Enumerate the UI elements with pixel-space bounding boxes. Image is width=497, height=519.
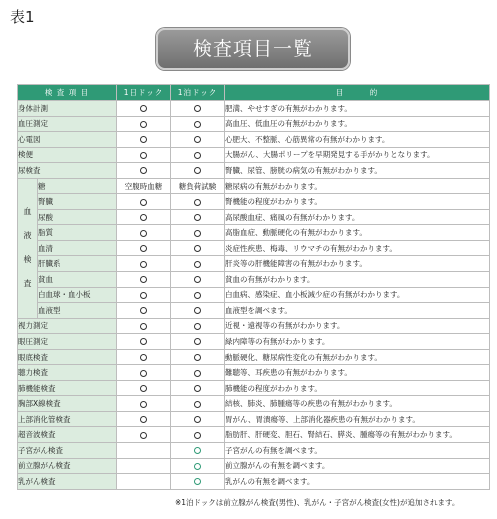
circle-mark-icon bbox=[194, 121, 201, 128]
day-dock-cell bbox=[117, 272, 171, 288]
circle-mark-icon bbox=[140, 199, 147, 206]
circle-mark-icon bbox=[140, 354, 147, 361]
overnight-dock-cell bbox=[171, 427, 225, 443]
circle-mark-icon bbox=[194, 167, 201, 174]
overnight-dock-cell bbox=[171, 240, 225, 256]
day-dock-cell bbox=[117, 334, 171, 350]
circle-mark-green-icon bbox=[194, 478, 201, 485]
overnight-dock-cell bbox=[171, 101, 225, 117]
day-dock-cell bbox=[117, 474, 171, 490]
circle-mark-icon bbox=[194, 105, 201, 112]
item-name: 眼圧測定 bbox=[18, 334, 117, 350]
circle-mark-icon bbox=[194, 370, 201, 377]
item-name: 聴力検査 bbox=[18, 365, 117, 381]
purpose-cell: 乳がんの有無を調べます。 bbox=[225, 474, 490, 490]
item-name: 心電図 bbox=[18, 132, 117, 148]
circle-mark-icon bbox=[140, 432, 147, 439]
item-name: 肝臓系 bbox=[38, 256, 117, 272]
overnight-dock-cell bbox=[171, 194, 225, 210]
item-name: 子宮がん検査 bbox=[18, 443, 117, 459]
circle-mark-icon bbox=[194, 338, 201, 345]
item-name: 身体計測 bbox=[18, 101, 117, 117]
day-dock-cell bbox=[117, 380, 171, 396]
item-name: 血圧測定 bbox=[18, 116, 117, 132]
overnight-dock-cell bbox=[171, 318, 225, 334]
circle-mark-icon bbox=[194, 230, 201, 237]
day-dock-cell bbox=[117, 318, 171, 334]
table-row bbox=[18, 474, 490, 490]
table-row bbox=[18, 396, 490, 412]
circle-mark-icon bbox=[140, 307, 147, 314]
table-row bbox=[18, 178, 490, 194]
overnight-dock-cell bbox=[171, 411, 225, 427]
table-row bbox=[18, 458, 490, 474]
day-dock-cell bbox=[117, 240, 171, 256]
overnight-dock-cell bbox=[171, 380, 225, 396]
item-name: 肺機能検査 bbox=[18, 380, 117, 396]
table-row bbox=[18, 272, 490, 288]
item-name: 上部消化管検査 bbox=[18, 411, 117, 427]
overnight-dock-cell bbox=[171, 303, 225, 319]
circle-mark-icon bbox=[194, 307, 201, 314]
item-name: 血清 bbox=[38, 240, 117, 256]
item-name: 乳がん検査 bbox=[18, 474, 117, 490]
item-name: 腎臓 bbox=[38, 194, 117, 210]
circle-mark-icon bbox=[194, 245, 201, 252]
circle-mark-green-icon bbox=[194, 447, 201, 454]
circle-mark-icon bbox=[140, 136, 147, 143]
purpose-cell: 胃がん、胃潰瘍等、上部消化器疾患の有無がわかります。 bbox=[225, 411, 490, 427]
overnight-dock-cell bbox=[171, 256, 225, 272]
circle-mark-icon bbox=[140, 121, 147, 128]
circle-mark-icon bbox=[140, 276, 147, 283]
circle-mark-icon bbox=[194, 152, 201, 159]
circle-mark-icon bbox=[140, 338, 147, 345]
table-row bbox=[18, 318, 490, 334]
page-label: 表1 bbox=[10, 8, 35, 26]
item-name: 血液型 bbox=[38, 303, 117, 319]
overnight-dock-cell bbox=[171, 132, 225, 148]
table-row bbox=[18, 194, 490, 210]
table-row bbox=[18, 380, 490, 396]
purpose-cell: 肺機能の程度がわかります。 bbox=[225, 380, 490, 396]
circle-mark-icon bbox=[194, 276, 201, 283]
day-dock-cell bbox=[117, 365, 171, 381]
purpose-cell: 白血病、感染症、血小板減少症の有無がわかります。 bbox=[225, 287, 490, 303]
purpose-cell: 糖尿病の有無がわかります。 bbox=[225, 178, 490, 194]
header-item: 検 査 項 目 bbox=[18, 85, 117, 101]
circle-mark-icon bbox=[140, 214, 147, 221]
day-dock-cell bbox=[117, 411, 171, 427]
table-row bbox=[18, 411, 490, 427]
circle-mark-icon bbox=[194, 214, 201, 221]
day-dock-cell bbox=[117, 225, 171, 241]
overnight-dock-cell bbox=[171, 365, 225, 381]
item-name: 視力測定 bbox=[18, 318, 117, 334]
purpose-cell: 結核、肺炎、肺腫瘍等の疾患の有無がわかります。 bbox=[225, 396, 490, 412]
purpose-cell: 緑内障等の有無がわかります。 bbox=[225, 334, 490, 350]
group-char: 査 bbox=[23, 279, 32, 289]
day-dock-cell bbox=[117, 147, 171, 163]
table-row bbox=[18, 101, 490, 117]
purpose-cell: 近視・遠視等の有無がわかります。 bbox=[225, 318, 490, 334]
item-name: 尿酸 bbox=[38, 209, 117, 225]
table-row bbox=[18, 427, 490, 443]
circle-mark-icon bbox=[140, 385, 147, 392]
circle-mark-icon bbox=[140, 230, 147, 237]
purpose-cell: 高血圧、低血圧の有無がわかります。 bbox=[225, 116, 490, 132]
circle-mark-icon bbox=[140, 416, 147, 423]
purpose-cell: 心肥大、不整脈、心筋異常の有無がわかります。 bbox=[225, 132, 490, 148]
table-header-row bbox=[18, 85, 490, 101]
header-day-dock: 1日ドック bbox=[117, 85, 171, 101]
circle-mark-icon bbox=[140, 105, 147, 112]
day-dock-cell bbox=[117, 349, 171, 365]
table-row bbox=[18, 116, 490, 132]
footnote: ※1泊ドックは前立腺がん検査(男性)、乳がん・子宮がん検査(女性)が追加されます。 bbox=[175, 498, 460, 507]
day-dock-cell bbox=[117, 458, 171, 474]
purpose-cell: 難聴等、耳疾患の有無がわかります。 bbox=[225, 365, 490, 381]
item-name: 貧血 bbox=[38, 272, 117, 288]
circle-mark-icon bbox=[194, 261, 201, 268]
overnight-dock-cell bbox=[171, 272, 225, 288]
group-char: 液 bbox=[23, 231, 32, 241]
circle-mark-icon bbox=[194, 323, 201, 330]
table-row bbox=[18, 147, 490, 163]
table-row bbox=[18, 240, 490, 256]
purpose-cell: 脂肪肝、肝硬変、胆石、腎結石、膵炎、腫瘍等の有無がわかります。 bbox=[225, 427, 490, 443]
table-row bbox=[18, 225, 490, 241]
purpose-cell: 炎症性疾患、梅毒、リウマチの有無がわかります。 bbox=[225, 240, 490, 256]
overnight-dock-cell bbox=[171, 349, 225, 365]
day-dock-cell bbox=[117, 427, 171, 443]
overnight-dock-cell bbox=[171, 396, 225, 412]
purpose-cell: 貧血の有無がわかります。 bbox=[225, 272, 490, 288]
circle-mark-icon bbox=[140, 152, 147, 159]
item-name: 白血球・血小板 bbox=[38, 287, 117, 303]
circle-mark-icon bbox=[140, 370, 147, 377]
circle-mark-icon bbox=[194, 199, 201, 206]
table-row bbox=[18, 443, 490, 459]
circle-mark-icon bbox=[194, 432, 201, 439]
page-title: 検査項目一覧 bbox=[156, 28, 350, 70]
circle-mark-icon bbox=[194, 136, 201, 143]
overnight-dock-cell bbox=[171, 443, 225, 459]
item-name: 超音波検査 bbox=[18, 427, 117, 443]
item-name: 脂質 bbox=[38, 225, 117, 241]
purpose-cell: 腎臓、尿管、膀胱の病気の有無がわかります。 bbox=[225, 163, 490, 179]
table-row bbox=[18, 349, 490, 365]
table-row bbox=[18, 256, 490, 272]
overnight-dock-cell: 糖負荷試験 bbox=[171, 178, 225, 194]
day-dock-cell bbox=[117, 194, 171, 210]
table-row bbox=[18, 303, 490, 319]
header-purpose: 目 的 bbox=[225, 85, 490, 101]
header-overnight-dock: 1泊ドック bbox=[171, 85, 225, 101]
circle-mark-icon bbox=[140, 401, 147, 408]
purpose-cell: 動脈硬化、糖尿病性変化の有無がわかります。 bbox=[225, 349, 490, 365]
group-char: 血 bbox=[23, 207, 32, 217]
overnight-dock-cell bbox=[171, 209, 225, 225]
overnight-dock-cell bbox=[171, 147, 225, 163]
circle-mark-icon bbox=[194, 354, 201, 361]
circle-mark-icon bbox=[194, 292, 201, 299]
circle-mark-icon bbox=[194, 385, 201, 392]
day-dock-cell bbox=[117, 209, 171, 225]
circle-mark-green-icon bbox=[194, 463, 201, 470]
purpose-cell: 前立腺がんの有無を調べます。 bbox=[225, 458, 490, 474]
table-row bbox=[18, 365, 490, 381]
purpose-cell: 血液型を調べます。 bbox=[225, 303, 490, 319]
table-row bbox=[18, 334, 490, 350]
circle-mark-icon bbox=[140, 261, 147, 268]
circle-mark-icon bbox=[140, 167, 147, 174]
purpose-cell: 高脂血症、動脈硬化の有無がわかります。 bbox=[225, 225, 490, 241]
purpose-cell: 高尿酸血症、痛風の有無がわかります。 bbox=[225, 209, 490, 225]
table-row bbox=[18, 209, 490, 225]
overnight-dock-cell bbox=[171, 287, 225, 303]
overnight-dock-cell bbox=[171, 225, 225, 241]
day-dock-cell bbox=[117, 443, 171, 459]
circle-mark-icon bbox=[140, 245, 147, 252]
circle-mark-icon bbox=[194, 416, 201, 423]
item-name: 眼底検査 bbox=[18, 349, 117, 365]
overnight-dock-cell bbox=[171, 334, 225, 350]
overnight-dock-cell bbox=[171, 458, 225, 474]
table-row bbox=[18, 163, 490, 179]
circle-mark-icon bbox=[140, 323, 147, 330]
table-row bbox=[18, 132, 490, 148]
item-name: 検便 bbox=[18, 147, 117, 163]
day-dock-cell bbox=[117, 101, 171, 117]
blood-test-group-label bbox=[18, 178, 38, 318]
table-body bbox=[18, 101, 490, 490]
item-name: 尿検査 bbox=[18, 163, 117, 179]
day-dock-cell bbox=[117, 396, 171, 412]
inspection-items-table bbox=[17, 84, 490, 490]
purpose-cell: 肥満、やせすぎの有無がわかります。 bbox=[225, 101, 490, 117]
day-dock-cell bbox=[117, 163, 171, 179]
table-row bbox=[18, 287, 490, 303]
circle-mark-icon bbox=[140, 292, 147, 299]
overnight-dock-cell bbox=[171, 116, 225, 132]
group-char: 検 bbox=[23, 255, 32, 265]
day-dock-cell bbox=[117, 116, 171, 132]
day-dock-cell bbox=[117, 303, 171, 319]
purpose-cell: 大腸がん、大腸ポリープを早期発見する手がかりとなります。 bbox=[225, 147, 490, 163]
day-dock-cell bbox=[117, 256, 171, 272]
item-name: 前立腺がん検査 bbox=[18, 458, 117, 474]
purpose-cell: 腎機能の程度がわかります。 bbox=[225, 194, 490, 210]
circle-mark-icon bbox=[194, 401, 201, 408]
purpose-cell: 子宮がんの有無を調べます。 bbox=[225, 443, 490, 459]
overnight-dock-cell bbox=[171, 474, 225, 490]
item-name: 糖 bbox=[38, 178, 117, 194]
day-dock-cell: 空腹時血糖 bbox=[117, 178, 171, 194]
day-dock-cell bbox=[117, 287, 171, 303]
overnight-dock-cell bbox=[171, 163, 225, 179]
purpose-cell: 肝炎等の肝機能障害の有無がわかります。 bbox=[225, 256, 490, 272]
item-name: 胸部X線検査 bbox=[18, 396, 117, 412]
day-dock-cell bbox=[117, 132, 171, 148]
